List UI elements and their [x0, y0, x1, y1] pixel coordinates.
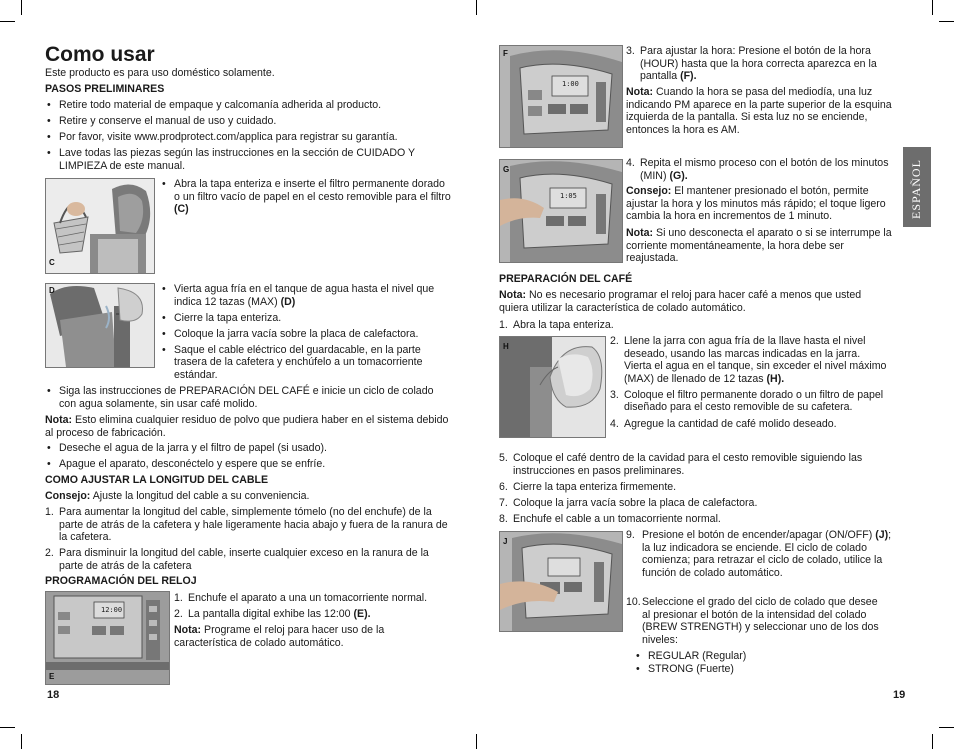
step-text: La pantalla digital exhibe las 12:00 — [188, 608, 351, 621]
nota-2 — [174, 624, 434, 649]
step-number: 5. — [499, 452, 508, 464]
nota-text: Si uno desconecta el aparato o si se interrumpe la corriente momentáneamente, la hora debe ser reajustada. — [626, 227, 892, 265]
list-item — [499, 513, 891, 526]
figure-label: G — [503, 165, 510, 174]
step-text: Seleccione el grado del ciclo de colado que desee al presionar el botón de la intensidad del colado (BREW STRENGTH) y seleccionar uno de los dos niveles: — [642, 596, 879, 646]
list-item: • Saque el cable eléctrico del guardacable, en la parte trasera de la cafetera y enchúfelo a un tomacorriente estándar. — [160, 344, 452, 382]
figure-label: C — [49, 258, 55, 267]
nota-text: Esto elimina cualquier residuo de polvo que pudiera haber en el sistema debido al proceso de fabricación. — [45, 414, 449, 439]
step-number: 2. — [174, 608, 183, 621]
step-text-cont: ; la luz indicadora se enciende. El ciclo de colado comienza; para retrazar el ciclo de colado, utilice la función de colado automático. — [642, 529, 892, 579]
step-number: 6. — [499, 480, 508, 493]
nota-3 — [626, 86, 892, 136]
after-list — [45, 442, 453, 471]
list-item: • Lave todas las piezas según las instrucciones en la sección de CUIDADO Y LIMPIEZA de este manual. — [45, 147, 434, 172]
list-item — [160, 283, 452, 308]
step-text: Coloque el filtro permanente dorado o un filtro de papel diseñado para el cesto removible de su cafetera. — [624, 388, 884, 414]
hour-button-illustration — [500, 46, 622, 147]
step-text: Para ajustar la hora: Presione el botón de la hora (HOUR) hasta que la hora correcta aparezca en la pantalla — [640, 45, 877, 83]
figure-label: F — [503, 49, 508, 58]
list-item: • Cierre la tapa enteriza. — [160, 312, 452, 325]
nota-label: Nota: — [499, 289, 527, 301]
list-item: • Coloque la jarra vacía sobre la placa de calefactora. — [160, 328, 452, 341]
list-item — [499, 452, 891, 477]
step-number: 2. — [610, 335, 619, 347]
figure-d-water-tank — [45, 283, 155, 368]
j-ref: (J) — [875, 529, 889, 541]
page-number-left: 18 — [47, 689, 60, 701]
list-item — [610, 335, 890, 385]
list-item — [626, 45, 892, 83]
step-4 — [626, 157, 892, 182]
list-item: • REGULAR (Regular) — [634, 650, 834, 663]
figure-g-min-button — [499, 159, 623, 263]
step-number: 7. — [499, 496, 508, 509]
prep-step-9 — [626, 529, 892, 579]
step-number: 10. — [626, 596, 641, 608]
cycle-instruction — [45, 385, 453, 410]
step-text: Coloque el café dentro de la cavidad para el cesto removible siguiendo las instrucciones en pasos preliminares. — [513, 452, 863, 477]
crop-mark — [932, 734, 933, 749]
d-text: Vierta agua fría en el tanque de agua hasta el nivel que indica 12 tazas (MAX) — [174, 283, 435, 308]
min-button-illustration — [500, 160, 622, 262]
pasos-list — [45, 99, 445, 172]
step-text: Para disminuir la longitud del cable, inserte cualquier exceso en la ranura de la parte de atrás de la cafetera — [59, 547, 429, 572]
strength-levels — [634, 650, 834, 675]
language-tab-label: ESPAÑOL — [909, 159, 923, 219]
water-instructions — [160, 283, 452, 382]
nota-label: Nota: — [626, 227, 654, 239]
figure-label: J — [503, 537, 508, 546]
figure-h-carafe-fill — [499, 336, 606, 438]
crop-mark — [21, 0, 22, 15]
list-item — [174, 608, 454, 621]
prep-step-10 — [626, 596, 888, 646]
step-number: 4. — [610, 417, 619, 430]
crop-mark — [476, 734, 477, 749]
step-text: Agregue la cantidad de café molido deseado. — [624, 417, 837, 430]
list-item: • Deseche el agua de la jarra y el filtro de papel (si usado). — [45, 442, 453, 455]
figure-f-hour-button — [499, 45, 623, 148]
consejo-label: Consejo: — [45, 490, 91, 502]
step-text: Enchufe el cable a un tomacorriente normal. — [513, 512, 721, 525]
nota-text: No es necesario programar el reloj para hacer café a menos que usted quiera utilizar la característica de colado automático. — [499, 289, 862, 314]
list-item — [45, 506, 453, 544]
list-item — [626, 157, 892, 182]
c-text: Abra la tapa enteriza e inserte el filtro permanente dorado o un filtro vacío de papel en el cesto removible para el filtro — [174, 178, 451, 203]
step-text: Abra la tapa enteriza. — [513, 319, 614, 331]
crop-mark — [932, 0, 933, 15]
carafe-illustration — [500, 337, 605, 437]
prep-steps-5-8 — [499, 452, 891, 525]
list-item — [45, 547, 453, 572]
consejo-text: Ajuste la longitud del cable a su conveniencia. — [92, 490, 310, 502]
step-number: 3. — [626, 45, 635, 57]
crop-mark — [21, 734, 22, 749]
page-number-right: 19 — [893, 689, 906, 701]
step-number: 1. — [499, 319, 508, 331]
step-number: 2. — [45, 547, 54, 560]
section-header-prep: PREPARACIÓN DEL CAFÉ — [499, 273, 633, 285]
list-item — [499, 319, 891, 332]
figure-label: D — [49, 286, 55, 295]
crop-mark — [939, 21, 954, 22]
list-item — [626, 529, 892, 579]
step-number: 8. — [499, 512, 508, 525]
step-number: 3. — [610, 388, 619, 401]
list-item — [610, 418, 890, 431]
list-item — [499, 481, 891, 494]
nota-label: Nota: — [626, 86, 654, 98]
onoff-button-illustration — [500, 532, 622, 631]
prep-steps-2-4 — [610, 335, 890, 430]
list-item — [610, 389, 890, 414]
nota-1 — [45, 414, 453, 439]
list-item: • Apague el aparato, desconéctelo y espere que se enfríe. — [45, 458, 453, 471]
step-text: Presione el botón de encender/apagar (ON/OFF) — [642, 529, 873, 541]
figure-label: E — [49, 672, 55, 681]
coffee-maker-illustration — [46, 179, 154, 273]
list-item: • Por favor, visite www.prodprotect.com/applica para registrar su garantía. — [45, 131, 445, 144]
clock-display: 1:05 — [560, 192, 577, 200]
nota-label: Nota: — [45, 414, 73, 426]
step-text: Coloque la jarra vacía sobre la placa de calefactora. — [513, 496, 758, 509]
figure-label: H — [503, 342, 509, 351]
step-number: 1. — [174, 592, 183, 604]
list-item: • STRONG (Fuerte) — [634, 663, 834, 676]
list-item — [174, 592, 454, 605]
h-ref: (H). — [766, 372, 785, 385]
step-number: 1. — [45, 506, 54, 518]
figure-c-filter-basket — [45, 178, 155, 274]
list-item: • Retire y conserve el manual de uso y cuidado. — [45, 115, 445, 128]
e-ref: (E). — [353, 608, 371, 621]
clock-display: 12:00 — [101, 606, 123, 614]
g-ref: (G). — [669, 169, 688, 182]
cable-steps — [45, 506, 453, 572]
nota-text: Cuando la hora se pasa del mediodía, una luz indicando PM aparece en la parte superior de la esquina izquierda de la pantalla. Si esta luz no se enciende, entonces la hora es AM. — [626, 86, 892, 136]
crop-mark — [476, 0, 477, 15]
page-title: Como usar — [45, 43, 155, 66]
list-item: • Retire todo material de empaque y calcomanía adherida al producto. — [45, 99, 445, 112]
f-ref: (F). — [680, 70, 697, 83]
step-text: Cierre la tapa enteriza firmemente. — [513, 480, 677, 493]
language-tab — [903, 147, 931, 227]
step-number: 4. — [626, 157, 635, 169]
d-ref: (D) — [280, 295, 296, 308]
step-text: Repita el mismo proceso con el botón de los minutos (MIN) — [640, 157, 889, 182]
water-pour-illustration — [46, 284, 154, 367]
consejo-2 — [626, 185, 892, 223]
list-item: • Siga las instrucciones de PREPARACIÓN DEL CAFÉ e inicie un ciclo de colado con agua solamente, sin usar café molido. — [45, 385, 453, 410]
figure-e-clock-display — [45, 591, 170, 685]
crop-mark — [939, 727, 954, 728]
c-ref: (C) — [174, 203, 189, 216]
list-item — [499, 497, 891, 510]
section-header-reloj: PROGRAMACIÓN DEL RELOJ — [45, 575, 197, 587]
figure-j-onoff-button — [499, 531, 623, 632]
crop-mark — [0, 21, 15, 22]
section-header-pasos: PASOS PRELIMINARES — [45, 83, 165, 95]
clock-display: 1:00 — [562, 80, 579, 88]
step-3 — [626, 45, 892, 83]
consejo-1 — [45, 490, 309, 503]
nota-label: Nota: — [174, 624, 202, 636]
nota-text: Programe el reloj para hacer uso de la característica de colado automático. — [174, 624, 385, 649]
consejo-label: Consejo: — [626, 185, 672, 197]
prep-step-1 — [499, 319, 891, 332]
consejo-text: El mantener presionado el botón, permite ajustar la hora y los minutos más rápido; el toque ligero cambia la hora en incrementos de 1 minuto. — [626, 185, 886, 223]
step-text: Llene la jarra con agua fría de la llave hasta el nivel deseado, usando las marcas indicadas en la jarra. Vierta el agua en el tanque, sin exceder el nivel máximo (MAX) de llenado de 12 tazas — [624, 335, 887, 385]
list-item — [626, 596, 888, 646]
section-header-cable: COMO AJUSTAR LA LONGITUD DEL CABLE — [45, 474, 269, 486]
step-number: 9. — [626, 529, 635, 541]
nota-4 — [626, 227, 892, 265]
intro-text: Este producto es para uso doméstico solamente. — [45, 67, 275, 79]
step-text: Para aumentar la longitud del cable, simplemente tómelo (no del enchufe) de la parte de atrás de la cafetera y hale ligeramente hacia abajo y fuera de la ranura de la cafetera. — [59, 506, 448, 544]
crop-mark — [0, 727, 15, 728]
nota-5 — [499, 289, 891, 314]
reloj-steps — [174, 592, 454, 621]
list-item — [160, 178, 452, 216]
step-text: Enchufe el aparato a una un tomacorriente normal. — [188, 592, 428, 604]
filter-instructions — [160, 178, 452, 216]
